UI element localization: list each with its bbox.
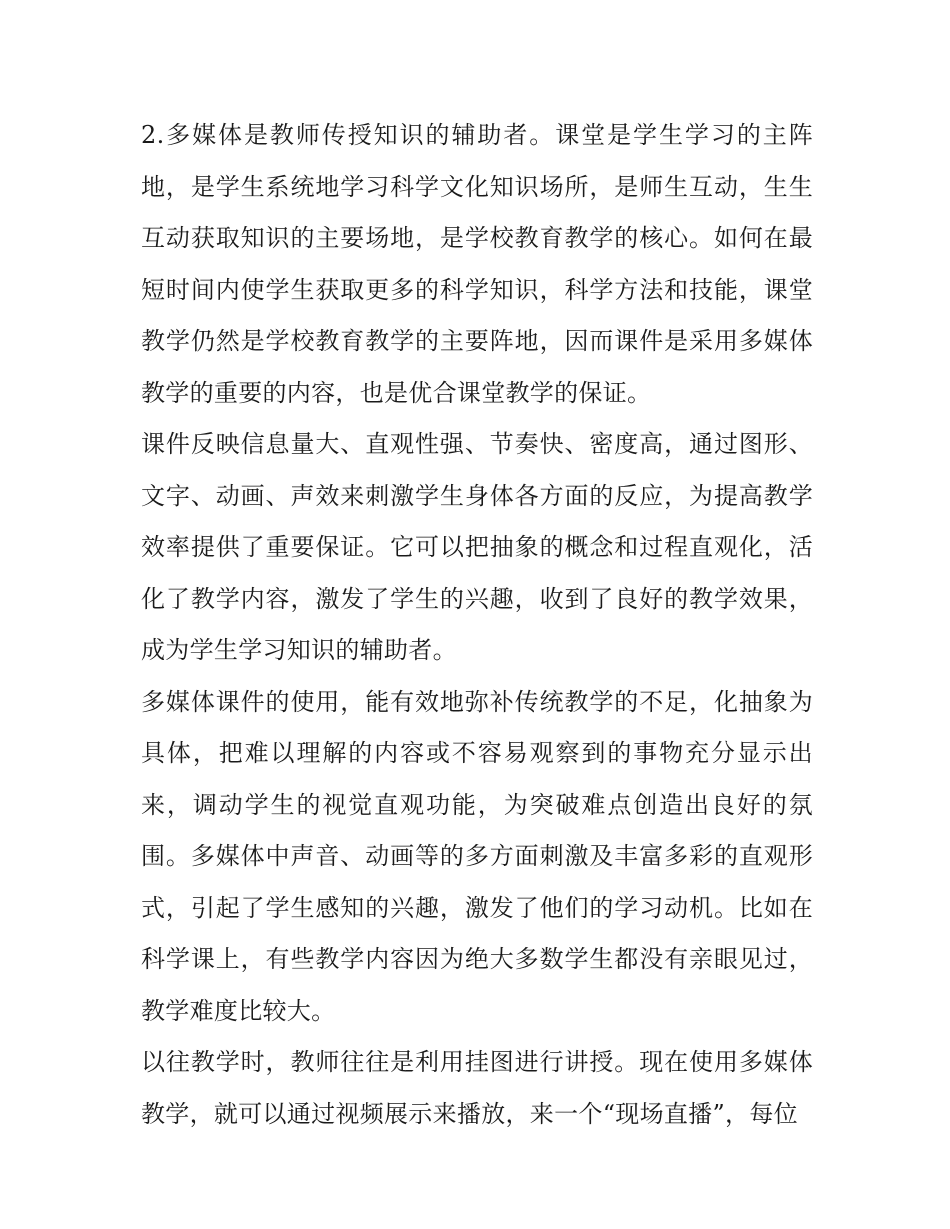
paragraph-past-teaching: 以往教学时，教师往往是利用挂图进行讲授。现在使用多媒体教学，就可以通过视频展示来播放，来一个“现场直播”，每位 — [141, 1048, 813, 1128]
paragraph-multimedia-assistant: 2.多媒体是教师传授知识的辅助者。课堂是学生学习的主阵地，是学生系统地学习科学文化知识场所，是师生互动，生生互动获取知识的主要场地，是学校教育教学的核心。如何在最短时间内使学生获取更多的科学知识，科学方法和技能，课堂教学仍然是学校教育教学的主要阵地，因而课件是采用多媒体教学的重要的内容，也是优合课堂教学的保证。 — [141, 121, 813, 407]
paragraph-courseware-features: 课件反映信息量大、直观性强、节奏快、密度高，通过图形、文字、动画、声效来刺激学生身体各方面的反应，为提高教学效率提供了重要保证。它可以把抽象的概念和过程直观化，活化了教学内容，激发了学生的兴趣，收到了良好的教学效果，成为学生学习知识的辅助者。 — [141, 430, 813, 664]
document-body — [141, 110, 813, 1140]
paragraph-courseware-usage: 多媒体课件的使用，能有效地弥补传统教学的不足，化抽象为具体，把难以理解的内容或不容易观察到的事物充分显示出来，调动学生的视觉直观功能，为突破难点创造出良好的氛围。多媒体中声音、动画等的多方面刺激及丰富多彩的直观形式，引起了学生感知的兴趣，激发了他们的学习动机。比如在科学课上，有些教学内容因为绝大多数学生都没有亲眼见过，教学难度比较大。 — [141, 687, 813, 1025]
